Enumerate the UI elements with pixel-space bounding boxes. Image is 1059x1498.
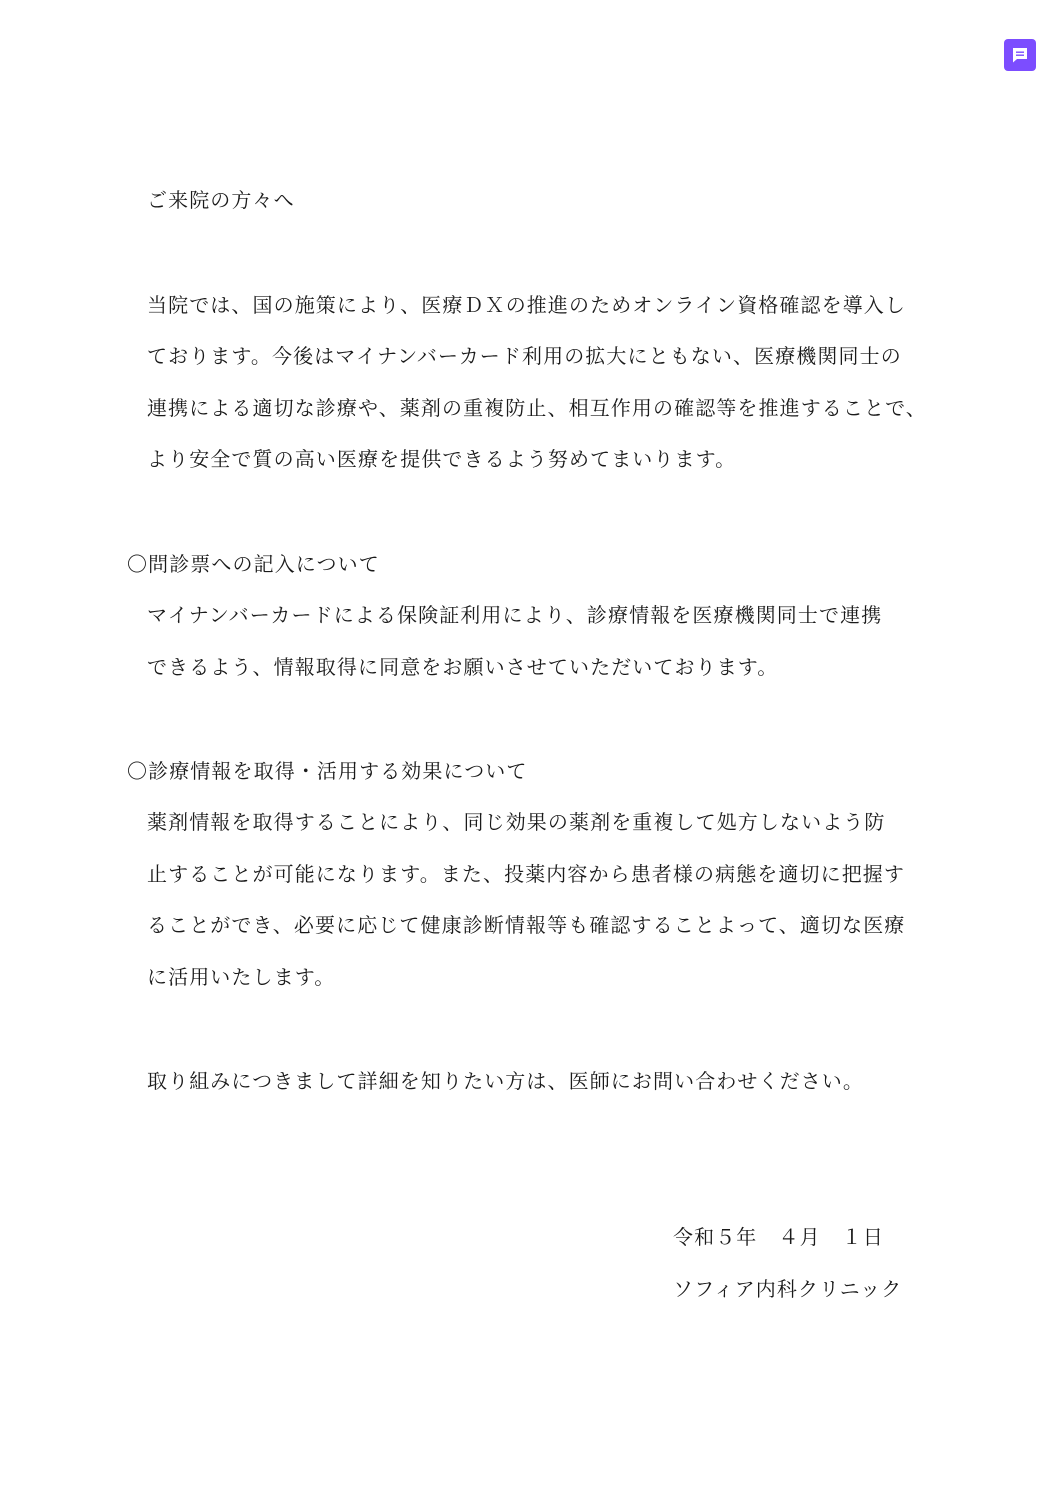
section2-line-3: ることができ、必要に応じて健康診断情報等も確認することよって、適切な医療 <box>147 913 906 937</box>
greeting: ご来院の方々へ <box>147 188 295 212</box>
section2-line-1: 薬剤情報を取得することにより、同じ効果の薬剤を重複して処方しないよう防 <box>147 810 886 834</box>
section1-heading: 〇問診票への記入について <box>127 552 380 576</box>
clinic-name: ソフィア内科クリニック <box>673 1277 903 1301</box>
section1-line-2: できるよう、情報取得に同意をお願いさせていただいております。 <box>147 655 779 679</box>
intro-line-1: 当院では、国の施策により、医療ＤＸの推進のためオンライン資格確認を導入し <box>147 293 906 317</box>
section2-line-4: に活用いたします。 <box>147 965 336 989</box>
intro-line-4: より安全で質の高い医療を提供できるよう努めてまいります。 <box>147 447 737 471</box>
closing-text: 取り組みにつきまして詳細を知りたい方は、医師にお問い合わせください。 <box>147 1069 864 1093</box>
intro-line-3: 連携による適切な診療や、薬剤の重複防止、相互作用の確認等を推進することで、 <box>147 396 927 420</box>
section1-line-1: マイナンバーカードによる保険証利用により、診療情報を医療機関同士で連携 <box>147 603 883 627</box>
section2-line-2: 止することが可能になります。また、投薬内容から患者様の病態を適切に把握す <box>147 862 905 886</box>
intro-line-2: ております。今後はマイナンバーカード利用の拡大にともない、医療機関同士の <box>147 344 902 368</box>
date: 令和５年 ４月 １日 <box>673 1225 884 1249</box>
section2-heading: 〇診療情報を取得・活用する効果について <box>127 759 528 783</box>
